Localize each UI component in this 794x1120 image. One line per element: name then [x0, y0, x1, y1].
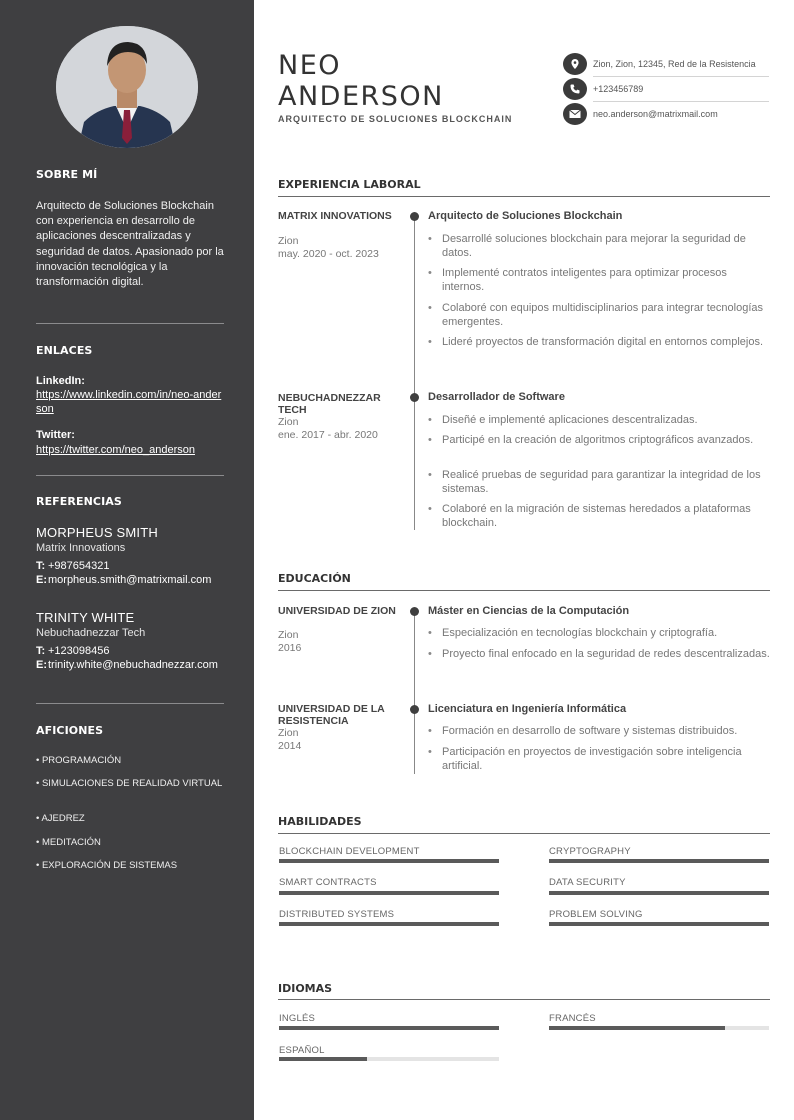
- skill-bar: [549, 922, 769, 926]
- experience-heading: EXPERIENCIA LABORAL: [278, 178, 421, 191]
- graduation-year: 2014: [278, 740, 302, 752]
- phone-text: +123456789: [593, 84, 644, 94]
- degree-title: Máster en Ciencias de la Computación: [428, 605, 630, 617]
- language-label: FRANCÉS: [549, 1013, 596, 1024]
- bullet-item: • Formación en desarrollo de software y sistemas distribuidos.: [428, 725, 770, 739]
- bullet-item: • Participé en la creación de algoritmos criptográficos avanzados.: [428, 434, 770, 448]
- language-bar-fill: [279, 1026, 499, 1030]
- job-title: ARQUITECTO DE SOLUCIONES BLOCKCHAIN: [278, 114, 513, 124]
- reference-company: Matrix Innovations: [36, 542, 126, 554]
- employer: NEBUCHADNEZZAR TECH: [278, 392, 381, 416]
- reference-name: TRINITY WHITE: [36, 610, 135, 625]
- sidebar: [0, 0, 254, 1120]
- position-title: Desarrollador de Software: [428, 391, 565, 403]
- timeline-line: [414, 608, 415, 774]
- bullet-item: • Realicé pruebas de seguridad para garantizar la integridad de los sistemas.: [428, 469, 770, 496]
- linkedin-label: LinkedIn:: [36, 375, 85, 387]
- position-title: Arquitecto de Soluciones Blockchain: [428, 210, 623, 222]
- timeline-line: [414, 214, 415, 530]
- institution: UNIVERSIDAD DE LA RESISTENCIA: [278, 703, 385, 727]
- hobby-item: • PROGRAMACIÓN: [36, 755, 122, 766]
- reference-phone-value: +987654321: [48, 560, 110, 572]
- bullet-item: • Proyecto final enfocado en la seguridad de redes descentralizadas.: [428, 648, 770, 662]
- hobby-item: • SIMULACIONES DE REALIDAD VIRTUAL: [36, 778, 223, 789]
- hobby-item: • AJEDREZ: [36, 813, 85, 824]
- reference-company: Nebuchadnezzar Tech: [36, 627, 146, 639]
- skill-label: BLOCKCHAIN DEVELOPMENT: [279, 846, 420, 857]
- graduation-year: 2016: [278, 642, 302, 654]
- bullet-item: • Colaboré con equipos multidisciplinarios para integrar tecnologías emergentes.: [428, 302, 770, 329]
- bullet-item: • Desarrollé soluciones blockchain para mejorar la seguridad de datos.: [428, 233, 770, 260]
- divider: [36, 703, 224, 704]
- twitter-label: Twitter:: [36, 429, 75, 441]
- skill-bar-fill: [549, 859, 769, 863]
- bullet-item: • Participación en proyectos de investigación sobre inteligencia artificial.: [428, 746, 770, 773]
- language-bar: [279, 1026, 499, 1030]
- divider: [36, 475, 224, 476]
- section-divider: [278, 999, 770, 1000]
- about-text: Arquitecto de Soluciones Blockchain con experiencia en desarrollo de aplicaciones descentralizadas y seguridad de datos. Apasionado por la innovación tecnológica y la transformación digital.: [36, 200, 224, 289]
- skill-label: DATA SECURITY: [549, 877, 626, 888]
- linkedin-link[interactable]: https://www.linkedin.com/in/neo-anderson: [36, 389, 222, 415]
- about-heading: SOBRE MÍ: [36, 168, 98, 181]
- email-label: E:: [36, 659, 47, 671]
- reference-email: [36, 573, 218, 587]
- divider: [593, 101, 769, 102]
- bullet-item: • Colaboré en la migración de sistemas heredados a plataformas blockchain.: [428, 503, 770, 530]
- phone-label: T:: [36, 560, 46, 572]
- links-heading: ENLACES: [36, 344, 93, 357]
- languages-heading: IDIOMAS: [278, 982, 333, 995]
- skills-heading: HABILIDADES: [278, 815, 362, 828]
- skill-label: SMART CONTRACTS: [279, 877, 377, 888]
- skill-bar-fill: [549, 922, 769, 926]
- contact-phone: [563, 78, 769, 100]
- skill-bar: [279, 859, 499, 863]
- language-bar: [549, 1026, 769, 1030]
- email-label: E:: [36, 574, 47, 586]
- address-text: Zion, Zion, 12345, Red de la Resistencia: [593, 59, 756, 69]
- language-bar-fill: [279, 1057, 367, 1061]
- last-name: ANDERSON: [278, 81, 444, 112]
- skill-bar: [279, 922, 499, 926]
- timeline-dot: [410, 705, 419, 714]
- reference-phone: [36, 644, 218, 658]
- reference-name: MORPHEUS SMITH: [36, 525, 158, 540]
- skill-bar: [279, 891, 499, 895]
- language-label: INGLÉS: [279, 1013, 316, 1024]
- skill-label: PROBLEM SOLVING: [549, 909, 643, 920]
- timeline-dot: [410, 212, 419, 221]
- skill-bar-fill: [279, 891, 499, 895]
- contact-email: [563, 103, 769, 125]
- phone-icon: [563, 78, 587, 100]
- reference-phone: [36, 559, 218, 573]
- email-text: neo.anderson@matrixmail.com: [593, 109, 718, 119]
- divider: [593, 76, 769, 77]
- employer-location: Zion: [278, 235, 299, 247]
- employment-dates: may. 2020 - oct. 2023: [278, 248, 379, 260]
- skill-bar-fill: [279, 859, 499, 863]
- references-heading: REFERENCIAS: [36, 495, 122, 508]
- contact-address: [563, 53, 769, 75]
- hobby-item: • MEDITACIÓN: [36, 837, 101, 848]
- skill-bar-fill: [279, 922, 499, 926]
- timeline-dot: [410, 607, 419, 616]
- bullet-item: • Implementé contratos inteligentes para optimizar procesos internos.: [428, 267, 770, 294]
- first-name: NEO: [278, 50, 342, 81]
- bullet-item: • Diseñé e implementé aplicaciones descentralizadas.: [428, 414, 770, 428]
- section-divider: [278, 196, 770, 197]
- skill-label: CRYPTOGRAPHY: [549, 846, 631, 857]
- skill-bar-fill: [549, 891, 769, 895]
- section-divider: [278, 833, 770, 834]
- reference-email-value: trinity.white@nebuchadnezzar.com: [48, 659, 218, 671]
- employment-dates: ene. 2017 - abr. 2020: [278, 429, 378, 441]
- envelope-icon: [563, 103, 587, 125]
- institution-location: Zion: [278, 727, 299, 739]
- employer-location: Zion: [278, 416, 299, 428]
- hobbies-heading: AFICIONES: [36, 724, 104, 737]
- section-divider: [278, 590, 770, 591]
- divider: [36, 323, 224, 324]
- skill-bar: [549, 891, 769, 895]
- skill-label: DISTRIBUTED SYSTEMS: [279, 909, 395, 920]
- bullet-item: • Lideré proyectos de transformación digital en entornos complejos.: [428, 336, 770, 350]
- hobby-item: • EXPLORACIÓN DE SISTEMAS: [36, 860, 178, 871]
- twitter-link[interactable]: https://twitter.com/neo_anderson: [36, 444, 195, 456]
- education-heading: EDUCACIÓN: [278, 572, 351, 585]
- skill-bar: [549, 859, 769, 863]
- reference-email-value: morpheus.smith@matrixmail.com: [48, 574, 212, 586]
- bullet-item: • Especialización en tecnologías blockchain y criptografía.: [428, 627, 770, 641]
- reference-email: [36, 658, 218, 672]
- language-bar-fill: [549, 1026, 725, 1030]
- language-label: ESPAÑOL: [279, 1045, 325, 1056]
- location-pin-icon: [563, 53, 587, 75]
- institution-location: Zion: [278, 629, 299, 641]
- language-bar: [279, 1057, 499, 1061]
- profile-photo: [56, 26, 198, 148]
- degree-title: Licenciatura en Ingeniería Informática: [428, 703, 627, 715]
- employer: MATRIX INNOVATIONS: [278, 210, 392, 222]
- timeline-dot: [410, 393, 419, 402]
- institution: UNIVERSIDAD DE ZION: [278, 605, 396, 617]
- phone-label: T:: [36, 645, 46, 657]
- reference-phone-value: +123098456: [48, 645, 110, 657]
